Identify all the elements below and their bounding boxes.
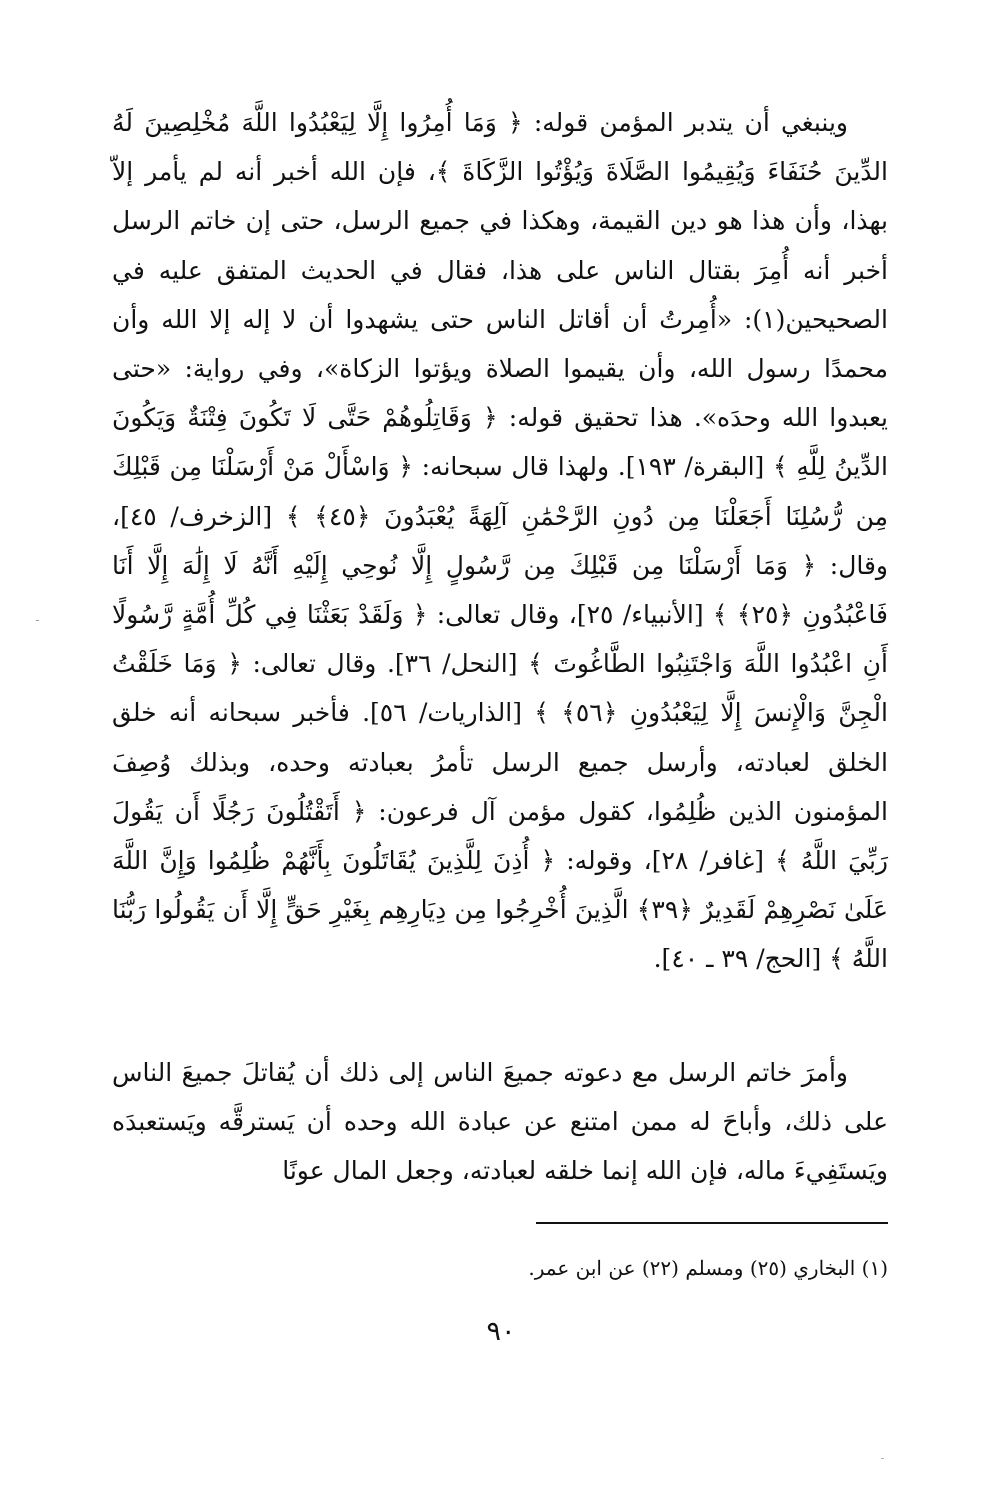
scan-speck: [881, 1458, 884, 1459]
body-paragraph-2: وأمرَ خاتم الرسل مع دعوته جميعَ الناس إلى ذلك أن يُقاتلَ جميعَ الناس على ذلك، وأباحَ له ممن امتنع عن عبادة الله وحده أن يَسترقَّه ويَستعبدَه ويَستَفِيءَ ماله، فإن الله إنما خلقه لعبادته، وجعل المال عونًا: [112, 1058, 888, 1186]
footnote-separator: [536, 1222, 888, 1224]
scan-speck: [36, 620, 39, 621]
page-number: ٩٠: [486, 1316, 516, 1347]
body-paragraph-1: وينبغي أن يتدبر المؤمن قوله: ﴿ وَمَا أُمِرُوا إِلَّا لِيَعْبُدُوا اللَّهَ مُخْلِصِينَ لَهُ الدِّينَ حُنَفَاءَ وَيُقِيمُوا الصَّلَاةَ وَيُؤْتُوا الزَّكَاةَ ﴾، فإن الله أخبر أنه لم يأمر إلاّ بهذا، وأن هذا هو دين القيمة، وهكذا في جميع الرسل، حتى إن خاتم الرسل أخبر أنه أُمِرَ بقتال الناس على هذا، فقال في الحديث المتفق عليه في الصحيحين(١): «أُمِرتُ أن أقاتل الناس حتى يشهدوا أن لا إله إلا الله وأن محمدًا رسول الله، وأن يقيموا الصلاة ويؤتوا الزكاة»، وفي رواية: «حتى يعبدوا الله وحدَه». هذا تحقيق قوله: ﴿ وَقَاتِلُوهُمْ حَتَّى لَا تَكُونَ فِتْنَةٌ وَيَكُونَ الدِّينُ لِلَّهِ ﴾ [البقرة/ ١٩٣]. ولهذا قال سبحانه: ﴿ وَاسْأَلْ مَنْ أَرْسَلْنَا مِن قَبْلِكَ مِن رُّسُلِنَا أَجَعَلْنَا مِن دُونِ الرَّحْمَٰنِ آلِهَةً يُعْبَدُونَ ﴿٤٥﴾ ﴾ [الزخرف/ ٤٥]، وقال: ﴿ وَمَا أَرْسَلْنَا مِن قَبْلِكَ مِن رَّسُولٍ إِلَّا نُوحِي إِلَيْهِ أَنَّهُ لَا إِلَٰهَ إِلَّا أَنَا فَاعْبُدُونِ ﴿٢٥﴾ ﴾ [الأنبياء/ ٢٥]، وقال تعالى: ﴿ وَلَقَدْ بَعَثْنَا فِي كُلِّ أُمَّةٍ رَّسُولًا أَنِ اعْبُدُوا اللَّهَ وَاجْتَنِبُوا الطَّاغُوتَ ﴾ [النحل/ ٣٦]. وقال تعالى: ﴿ وَمَا خَلَقْتُ الْجِنَّ وَالْإِنسَ إِلَّا لِيَعْبُدُونِ ﴿٥٦﴾ ﴾ [الذاريات/ ٥٦]. فأخبر سبحانه أنه خلق الخلق لعبادته، وأرسل جميع الرسل تأمرُ بعبادته وحده، وبذلك وُصِفَ المؤمنون الذين ظُلِمُوا، كقول مؤمن آل فرعون: ﴿ أَتَقْتُلُونَ رَجُلًا أَن يَقُولَ رَبِّيَ اللَّهُ ﴾ [غافر/ ٢٨]، وقوله: ﴿ أُذِنَ لِلَّذِينَ يُقَاتَلُونَ بِأَنَّهُمْ ظُلِمُوا وَإِنَّ اللَّهَ عَلَىٰ نَصْرِهِمْ لَقَدِيرٌ ﴿٣٩﴾ الَّذِينَ أُخْرِجُوا مِن دِيَارِهِم بِغَيْرِ حَقٍّ إِلَّا أَن يَقُولُوا رَبُّنَا اللَّهُ ﴾ [الحج/ ٣٩ ـ ٤٠].: [112, 108, 889, 974]
footnote: (١) البخاري (٢٥) ومسلم (٢٢) عن ابن عمر.: [528, 1256, 888, 1280]
